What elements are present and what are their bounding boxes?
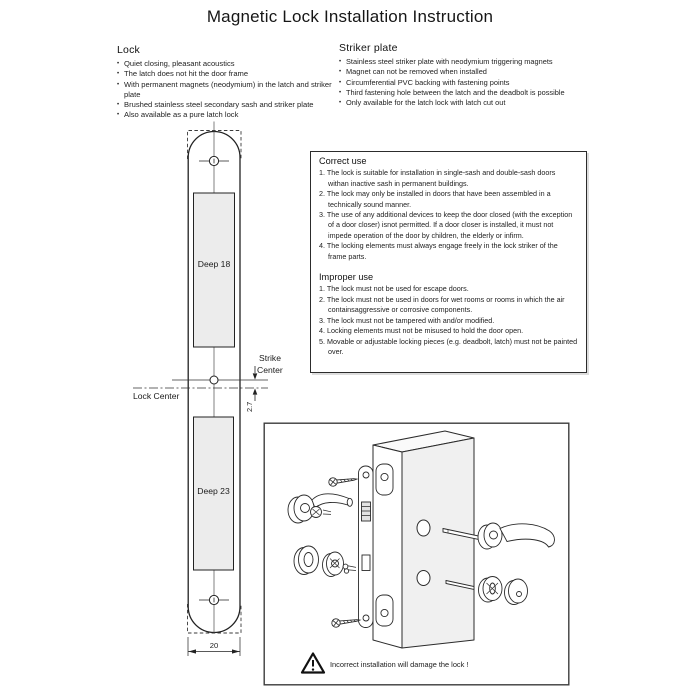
faceplate-screw-hole-bottom: [363, 615, 369, 621]
usage-item: 3. The lock must not be tampered with and/or modified.: [319, 315, 495, 325]
list-item-text: Magnet can not be removed when installed: [346, 67, 487, 77]
usage-rules-box: [310, 151, 587, 373]
list-item-text: The latch does not hit the door frame: [124, 69, 249, 79]
usage-item: 3. The use of any additional devices to keep the door closed (with the exception of a door closer) isnot permitted. If a door closer is installed, it must not impede operation of the door by children, the elderly or infirm.: [319, 210, 573, 240]
list-item: [117, 100, 335, 110]
strike-hole: [210, 376, 218, 384]
list-item-text: Only available for the latch lock with latch cut out: [346, 98, 506, 108]
improper-use-heading: Improper use: [319, 272, 374, 283]
deep18-pocket: [194, 193, 235, 347]
deep18-label: Deep 18: [197, 259, 231, 269]
list-item: [339, 88, 591, 98]
latch-cutout: [362, 502, 371, 521]
list-item: [339, 78, 591, 88]
usage-item: 1. The lock must not be used for escape doors.: [319, 284, 469, 294]
usage-item: 4. Locking elements must not be misused to hold the door open.: [319, 326, 524, 336]
bullet-icon: •: [117, 112, 120, 119]
warning-text: Incorrect installation will damage the lock !: [330, 660, 469, 669]
bullet-icon: •: [339, 69, 342, 76]
bullet-icon: •: [339, 59, 342, 66]
width-dimension-label: 20: [209, 641, 219, 650]
faceplate-screw-hole-top: [363, 472, 369, 478]
lock-bullet-list: [117, 59, 335, 120]
list-item: [339, 57, 591, 67]
bullet-icon: •: [339, 89, 342, 96]
spindle-hole: [417, 520, 430, 536]
bullet-icon: •: [117, 61, 120, 68]
usage-item: 4. The locking elements must always engage freely in the lock striker of the frame parts.: [319, 241, 558, 261]
list-item: [117, 80, 335, 100]
usage-item: 5. Movable or adjustable locking pieces (e.g. deadbolt, latch) must not be painted over.: [319, 336, 578, 356]
bullet-icon: •: [339, 100, 342, 107]
lock-features-section: [117, 45, 335, 120]
usage-item: 2. The lock may only be installed in doors that have been assembled in a technically sound manner.: [319, 189, 551, 209]
spacer: [319, 262, 578, 272]
usage-item: 1. The lock is suitable for installation in single-sash and double-sash doors withan inactive sash in permanent buildings.: [319, 168, 556, 188]
strike-center-label-1: Strike: [259, 353, 281, 363]
striker-heading: Striker plate: [339, 42, 398, 54]
bullet-icon: •: [117, 102, 120, 109]
list-item-text: Stainless steel striker plate with neodymium triggering magnets: [346, 57, 553, 67]
correct-use-list: [319, 168, 578, 262]
deep23-label: Deep 23: [197, 486, 230, 496]
offset-dimension-label: 2.7: [245, 401, 254, 412]
bullet-icon: •: [117, 71, 120, 78]
striker-bullet-list: [339, 57, 591, 108]
list-item-text: Brushed stainless steel secondary sash and striker plate: [124, 100, 314, 110]
bullet-icon: •: [339, 79, 342, 86]
strike-center-label-2: Center: [257, 365, 283, 375]
list-item: [339, 98, 591, 108]
list-item-text: Circumferential PVC backing with fastening points: [346, 77, 510, 87]
correct-use-heading: Correct use: [319, 156, 367, 166]
improper-use-list: [319, 284, 578, 357]
page-title: Magnetic Lock Installation Instruction: [206, 7, 494, 26]
lock-center-label: Lock Center: [133, 391, 180, 401]
deadbolt-cutout: [362, 555, 370, 571]
list-item: [117, 59, 335, 69]
list-item-text: Third fastening hole between the latch and the deadbolt is possible: [346, 87, 565, 97]
exclamation-dot: [312, 668, 314, 670]
striker-features-section: [339, 43, 591, 108]
installation-diagram: [262, 421, 572, 689]
lock-heading: Lock: [117, 44, 140, 56]
cylinder-hole: [417, 571, 430, 586]
list-item: [339, 67, 591, 77]
list-item: [117, 69, 335, 79]
list-item-text: Also available as a pure latch lock: [124, 110, 239, 120]
list-item-text: With permanent magnets (neodymium) in the latch and striker plate: [124, 79, 332, 99]
list-item-text: Quiet closing, pleasant acoustics: [124, 59, 235, 69]
usage-item: 2. The lock must not be used in doors for wet rooms or rooms in which the air containsaggressive or corrosive components.: [319, 294, 565, 315]
bullet-icon: •: [117, 81, 120, 88]
